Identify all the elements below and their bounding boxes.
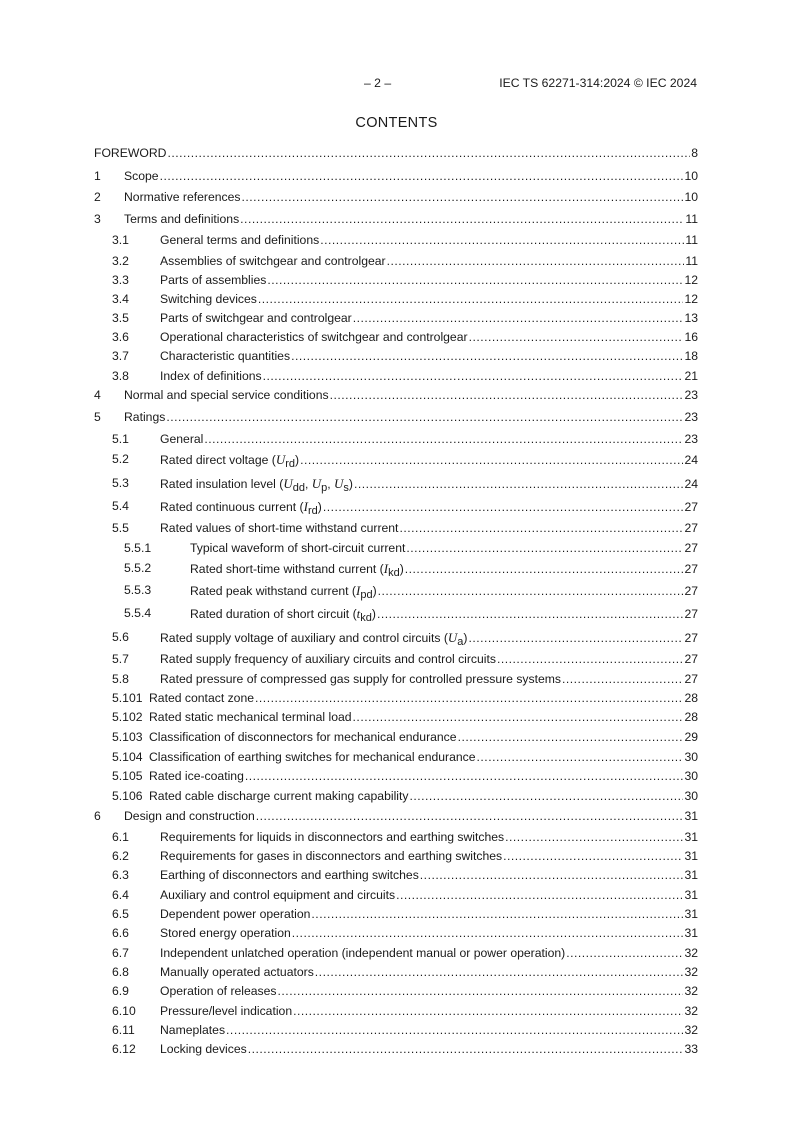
toc-entry[interactable] [94,253,698,270]
toc-entry-label[interactable] [149,729,458,746]
toc-entry-title: Manually operated actuators [160,965,314,979]
toc-entry-title: Normative references [124,190,241,204]
toc-entry-page: 32 [684,1004,698,1018]
toc-entry-page: 12 [684,292,698,306]
toc-entry-number: 5 [94,410,101,424]
dot-leader [293,1003,683,1020]
toc-entry-page: 23 [684,410,698,424]
toc-entry-label[interactable] [190,582,378,600]
toc-entry-number: 2 [94,190,101,204]
toc-entry-page: 18 [684,349,698,363]
toc-entry[interactable] [94,272,698,289]
toc-entry-label[interactable] [160,964,315,981]
toc-entry-page: 31 [684,809,698,823]
dot-leader [166,409,683,426]
toc-entry-title: Rated duration of short circuit ( [190,607,357,621]
dot-leader [353,709,684,726]
toc-entry[interactable] [94,1041,698,1058]
toc-entry-number: 5.101 [112,691,143,705]
toc-entry-title: Locking devices [160,1042,247,1056]
closing-paren: ) [399,562,404,576]
dot-leader [354,476,683,493]
toc-entry-title: Requirements for gases in disconnectors and earthing switches [160,849,503,863]
toc-entry-title: Rated peak withstand current ( [190,584,356,598]
toc-entry-title: Normal and special service conditions [124,388,329,402]
toc-entry-title: Ratings [124,410,166,424]
toc-entry-page: 31 [684,868,698,882]
toc-entry-number: 5.1 [112,432,129,446]
closing-paren: ) [348,477,353,491]
dot-leader [469,329,684,346]
toc-entry[interactable] [94,808,698,825]
toc-entry-label[interactable] [160,348,291,365]
toc-entry-label[interactable] [149,709,353,726]
toc-entry-title: Terms and definitions [124,212,240,226]
toc-entry[interactable] [94,520,698,537]
dot-leader [387,253,685,270]
toc-entry-title: Operational characteristics of switchgear and controlgear [160,330,468,344]
toc-entry-label[interactable] [160,1041,248,1058]
toc-entry-number: 3.5 [112,311,129,325]
toc-entry-title: Rated short-time withstand current ( [190,562,384,576]
toc-entry-number: 3.6 [112,330,129,344]
toc-entry-label[interactable] [124,189,242,206]
math-symbol: U [447,630,458,645]
math-symbol: I [355,583,361,598]
toc-entry-page: 27 [684,584,698,598]
toc-entry-label[interactable] [160,232,320,249]
toc-entry-label[interactable] [160,629,468,647]
dot-leader [160,168,684,185]
page-header [0,76,793,92]
toc-entry[interactable] [94,540,698,557]
toc-entry-number: 6.2 [112,849,129,863]
toc-entry-number: 5.6 [112,630,129,644]
toc-entry-label[interactable] [160,291,258,308]
closing-paren: ) [371,607,376,621]
dot-leader [353,310,684,327]
toc-entry-title: FOREWORD [94,146,167,160]
toc-entry[interactable] [94,651,698,668]
toc-entry-page: 23 [684,388,698,402]
toc-entry-page: 31 [684,926,698,940]
toc-entry-page: 30 [684,789,698,803]
dot-leader [562,671,683,688]
toc-entry-page: 27 [684,541,698,555]
toc-entry-number: 1 [94,169,101,183]
closing-paren: ) [463,631,468,645]
toc-entry-label[interactable] [160,925,292,942]
toc-entry-title: Parts of switchgear and controlgear [160,311,352,325]
closing-paren: ) [317,500,322,514]
toc-entry-number: 6.4 [112,888,129,902]
toc-entry-page: 27 [684,652,698,666]
toc-entry-page: 33 [684,1042,698,1056]
dot-leader [566,945,683,962]
toc-entry-number: 6.12 [112,1042,136,1056]
toc-entry-title: Typical waveform of short-circuit current [190,541,406,555]
toc-entry[interactable] [94,671,698,688]
dot-leader [477,749,684,766]
dot-leader [330,387,684,404]
dot-leader [315,964,684,981]
toc-entry-title: Rated supply voltage of auxiliary and control circuits ( [160,631,448,645]
toc-entry[interactable] [94,829,698,846]
toc-entry-number: 5.106 [112,789,143,803]
toc-entry-label[interactable] [149,690,255,707]
toc-entry[interactable] [94,1022,698,1039]
toc-entry-page: 27 [684,672,698,686]
toc-entry-title: Assemblies of switchgear and controlgear [160,254,386,268]
toc-entry[interactable] [94,945,698,962]
toc-entry-page: 28 [684,710,698,724]
dot-leader [292,925,684,942]
toc-entry-title: Nameplates [160,1023,226,1037]
toc-entry-label[interactable] [160,829,505,846]
toc-entry-title: Rated cable discharge current making capability [149,789,409,803]
toc-entry-number: 5.7 [112,652,129,666]
math-subscript: kd [360,612,372,624]
toc-entry-label[interactable] [94,145,167,162]
toc-entry-number: 5.103 [112,730,143,744]
dot-leader [240,211,684,228]
document-id: IEC TS 62271-314:2024 © IEC 2024 [499,76,697,90]
toc-entry-number: 6.10 [112,1004,136,1018]
toc-entry-number: 6.8 [112,965,129,979]
toc-entry-label[interactable] [160,1003,293,1020]
toc-entry-label[interactable] [124,168,160,185]
dot-leader [226,1022,683,1039]
toc-entry-number: 3.4 [112,292,129,306]
math-subscript: s [343,482,349,494]
math-symbol: U [311,476,322,491]
toc-entry-label[interactable] [160,310,353,327]
toc-entry[interactable] [94,348,698,365]
toc-entry-label[interactable] [124,409,166,426]
math-symbol: U [334,476,344,491]
dot-leader [263,368,684,385]
math-symbol: U [283,476,293,491]
toc-entry-number: 6.1 [112,830,129,844]
toc-entry-label[interactable] [160,983,278,1000]
toc-entry-label[interactable] [149,768,245,785]
dot-leader [503,848,683,865]
toc-entry-label[interactable] [190,540,406,557]
dot-leader [458,729,684,746]
math-symbol: I [383,561,389,576]
toc-entry-page: 27 [684,631,698,645]
dot-leader [245,768,684,785]
dot-leader [248,1041,684,1058]
toc-entry[interactable] [94,887,698,904]
toc-entry-label[interactable] [160,431,204,448]
toc-entry-label[interactable] [160,520,399,537]
toc-entry-number: 5.104 [112,750,143,764]
toc-entry-title: Rated contact zone [149,691,255,705]
toc-entry-number: 3 [94,212,101,226]
dot-leader [267,272,683,289]
toc-entry-title: Classification of earthing switches for mechanical endurance [149,750,476,764]
toc-entry-number: 5.4 [112,499,129,513]
toc-entry-label[interactable] [190,605,377,623]
toc-entry-page: 32 [684,1023,698,1037]
toc-entry-label[interactable] [160,253,387,270]
toc-entry-label[interactable] [160,867,420,884]
page-number: – 2 – [364,76,392,90]
toc-entry-number: 6.3 [112,868,129,882]
toc-entry[interactable] [94,211,698,228]
dot-leader [204,431,683,448]
toc-entry-number: 3.1 [112,233,129,247]
dot-leader [468,630,683,647]
toc-entry-number: 6.9 [112,984,129,998]
toc-entry-number: 5.8 [112,672,129,686]
toc-entry-label[interactable] [160,451,300,469]
toc-entry[interactable] [94,605,698,622]
toc-entry-label[interactable] [160,848,503,865]
toc-entry-number: 5.5.3 [124,583,152,597]
toc-entry-page: 11 [685,254,698,268]
dot-leader [320,232,684,249]
dot-leader [256,808,684,825]
toc-entry[interactable] [94,729,698,746]
toc-entry-page: 10 [684,169,698,183]
toc-entry-number: 5.2 [112,452,129,466]
toc-entry[interactable] [94,498,698,515]
math-subscript: dd [292,482,305,494]
toc-entry-title: Rated continuous current ( [160,500,304,514]
toc-entry[interactable] [94,368,698,385]
dot-leader [497,651,683,668]
toc-entry-number: 5.105 [112,769,143,783]
toc-entry-page: 27 [684,607,698,621]
dot-leader [505,829,683,846]
closing-paren: ) [295,453,300,467]
toc-entry[interactable] [94,310,698,327]
toc-entry-page: 16 [684,330,698,344]
toc-entry-page: 28 [684,691,698,705]
toc-entry-number: 6 [94,809,101,823]
toc-entry-title: Rated values of short-time withstand current [160,521,399,535]
toc-entry-label[interactable] [160,272,267,289]
toc-entry[interactable] [94,189,698,206]
math-subscript: rd [307,505,318,517]
toc-entry-page: 32 [684,946,698,960]
toc-entry-title: Auxiliary and control equipment and circuits [160,888,396,902]
toc-entry-page: 32 [684,984,698,998]
dot-leader [405,561,684,578]
toc-entry-page: 11 [685,212,698,226]
toc-entry-title: Index of definitions [160,369,262,383]
math-subscript: rd [285,458,296,470]
toc-entry[interactable] [94,475,698,492]
dot-leader [167,145,690,162]
toc-entry[interactable] [94,906,698,923]
dot-leader [396,887,683,904]
toc-entry-label[interactable] [160,671,562,688]
toc-entry-label[interactable]: Rated insulation level ($U_{dd}$, $U_p$, $U_s$) [160,476,353,494]
toc-entry[interactable] [94,629,698,646]
dot-leader [377,606,683,623]
toc-entry-page: 31 [684,830,698,844]
toc-entry-page: 10 [684,190,698,204]
toc-entry-title: Pressure/level indication [160,1004,293,1018]
toc-entry-number: 4 [94,388,101,402]
toc-entry-page: 29 [684,730,698,744]
toc-entry-page: 12 [684,273,698,287]
toc-entry-label[interactable] [124,387,330,404]
toc-entry-title: Earthing of disconnectors and earthing switches [160,868,419,882]
toc-entry-number: 3.8 [112,369,129,383]
toc-entry[interactable] [94,848,698,865]
math-symbol: U [275,452,286,467]
toc-entry-title: Rated direct voltage ( [160,453,276,467]
toc-entry-title: Stored energy operation [160,926,291,940]
toc-entry-number: 6.5 [112,907,129,921]
toc-entry-page: 11 [685,233,698,247]
toc-entry-title: Rated supply frequency of auxiliary circuits and control circuits [160,652,496,666]
toc-entry-number: 5.5 [112,521,129,535]
toc-entry[interactable] [94,560,698,577]
math-subscript: kd [388,567,400,579]
toc-entry-number: 5.5.1 [124,541,152,555]
closing-paren: ) [372,584,377,598]
toc-entry-label[interactable] [160,329,469,346]
toc-entry-label[interactable] [160,498,323,516]
toc-entry-title: Rated ice-coating [149,769,244,783]
toc-entry-label[interactable] [160,945,566,962]
toc-entry-page: 27 [684,562,698,576]
toc-entry-title: Rated static mechanical terminal load [149,710,352,724]
toc-entry-label[interactable] [160,651,497,668]
dot-leader [300,452,683,469]
toc-entry-number: 5.5.2 [124,561,152,575]
math-symbol: t [356,606,361,621]
toc-entry-number: 5.5.4 [124,606,152,620]
toc-entry-page: 21 [684,369,698,383]
toc-entry[interactable] [94,387,698,404]
toc-entry-title: Operation of releases [160,984,277,998]
toc-entry[interactable] [94,291,698,308]
toc-entry-title: Switching devices [160,292,257,306]
toc-entry[interactable] [94,329,698,346]
toc-entry-title: Scope [124,169,159,183]
toc-entry[interactable] [94,709,698,726]
toc-entry[interactable] [94,431,698,448]
toc-entry-page: 31 [684,849,698,863]
dot-leader [409,788,683,805]
toc-entry-page: 24 [684,477,698,491]
toc-entry-page: 30 [684,769,698,783]
toc-entry-number: 3.2 [112,254,129,268]
dot-leader [378,583,684,600]
dot-leader [406,540,683,557]
toc-entry[interactable] [94,451,698,468]
toc-entry-page: 23 [684,432,698,446]
toc-entry-page: 8 [691,146,698,160]
toc-entry-title: Dependent power operation [160,907,311,921]
dot-leader [278,983,684,1000]
toc-entry-page: 31 [684,888,698,902]
toc-entry-title: Design and construction [124,809,255,823]
math-subscript: pd [360,589,373,601]
toc-entry[interactable] [94,409,698,426]
toc-entry[interactable] [94,145,698,162]
toc-entry-label[interactable] [149,749,477,766]
toc-entry-title: General terms and definitions [160,233,320,247]
toc-entry-title: Classification of disconnectors for mechanical endurance [149,730,457,744]
dot-leader [399,520,683,537]
dot-leader [291,348,683,365]
toc-entry-title: Rated insulation level ( [160,477,284,491]
toc-entry-label[interactable] [190,560,405,578]
toc-entry[interactable] [94,168,698,185]
toc-entry-number: 3.3 [112,273,129,287]
toc-entry-label[interactable] [160,368,263,385]
toc-entry-number: 5.102 [112,710,143,724]
toc-entry-page: 13 [684,311,698,325]
toc-entry-title: Requirements for liquids in disconnectors and earthing switches [160,830,505,844]
dot-leader [311,906,683,923]
toc-entry-page: 30 [684,750,698,764]
toc-entry-number: 6.11 [112,1023,135,1037]
toc-entry[interactable] [94,867,698,884]
toc-entry-page: 31 [684,907,698,921]
toc-entry[interactable] [94,983,698,1000]
toc-entry-label[interactable] [149,788,409,805]
toc-entry[interactable] [94,1003,698,1020]
toc-entry-title: Characteristic quantities [160,349,291,363]
math-symbol: I [303,499,308,514]
toc-entry-label[interactable] [160,1022,226,1039]
toc-entry[interactable] [94,232,698,249]
toc-entry[interactable] [94,964,698,981]
toc-entry-number: 3.7 [112,349,129,363]
toc-entry-label[interactable] [124,808,256,825]
toc-entry[interactable] [94,690,698,707]
dot-leader [323,499,684,516]
toc-entry-number: 6.6 [112,926,129,940]
math-subscript: p [321,482,328,494]
dot-leader [255,690,683,707]
toc-entry[interactable] [94,768,698,785]
toc-entry-title: General [160,432,204,446]
dot-leader [258,291,684,308]
page-title: CONTENTS [355,115,438,131]
toc-entry-title: Rated pressure of compressed gas supply for controlled pressure systems [160,672,562,686]
toc-entry-label[interactable] [160,887,396,904]
toc-entry-title: Independent unlatched operation (independent manual or power operation) [160,946,566,960]
toc-entry-label[interactable] [160,906,311,923]
toc-entry[interactable] [94,925,698,942]
toc-entry-page: 32 [684,965,698,979]
toc-entry-page: 27 [684,521,698,535]
toc-entry-page: 24 [684,453,698,467]
dot-leader [242,189,684,206]
toc-entry-title: Parts of assemblies [160,273,267,287]
toc-entry[interactable] [94,788,698,805]
toc-entry[interactable] [94,582,698,599]
toc-entry[interactable] [94,749,698,766]
dot-leader [420,867,684,884]
toc-entry-label[interactable] [124,211,240,228]
toc-entry-number: 5.3 [112,476,129,490]
math-subscript: a [457,636,464,648]
toc-entry-page: 27 [684,500,698,514]
toc-entry-number: 6.7 [112,946,129,960]
